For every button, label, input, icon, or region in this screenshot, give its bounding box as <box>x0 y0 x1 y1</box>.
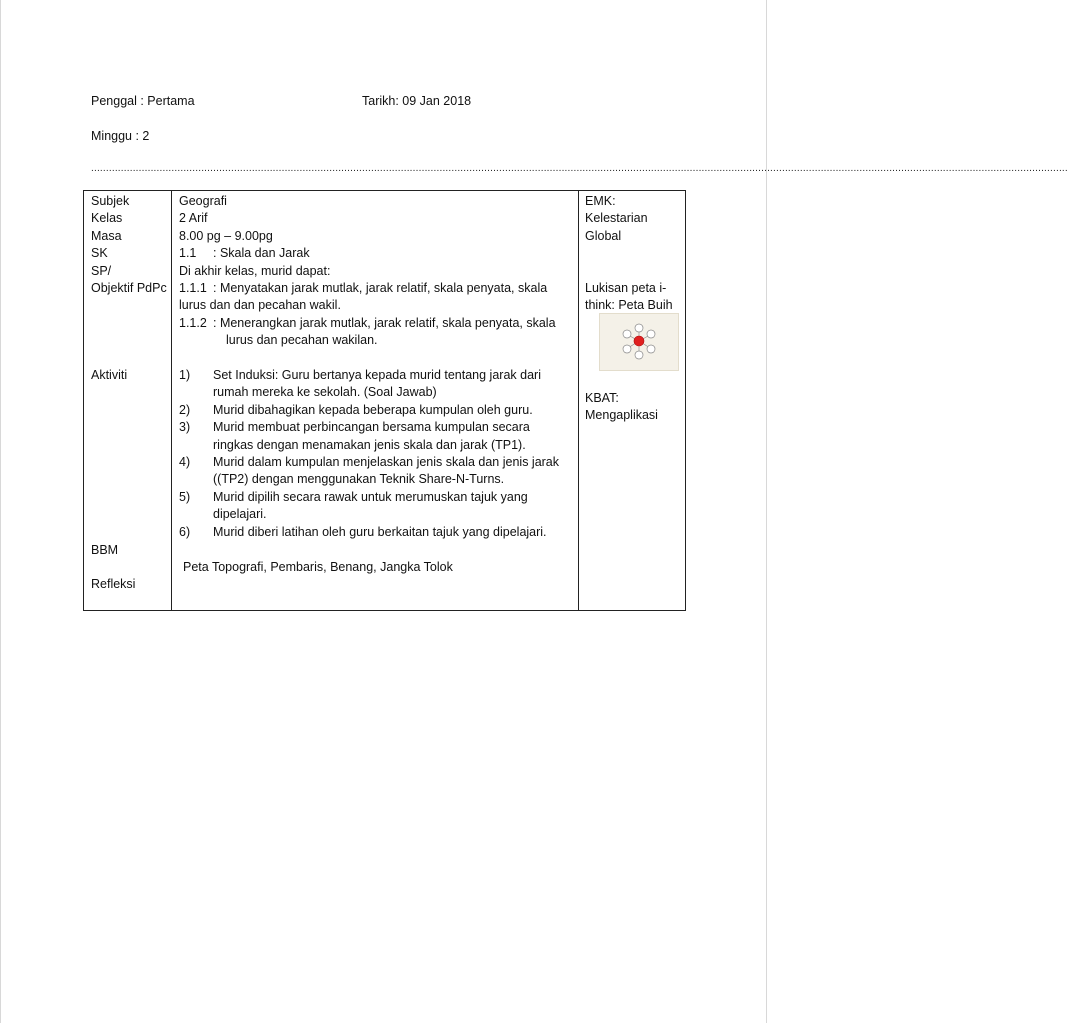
details-column <box>179 193 571 350</box>
label-objektif: Objektif PdPc <box>91 281 167 296</box>
activities-list <box>179 367 569 541</box>
penggal-label: Penggal : Pertama <box>91 94 195 108</box>
activity-item <box>179 367 569 402</box>
masa-value: 8.00 pg – 9.00pg <box>179 228 273 243</box>
activity-text: Murid dipilih secara rawak untuk merumuskan tajuk yang dipelajari. <box>213 489 528 522</box>
label-sp: SP/ <box>91 263 112 278</box>
emk-label: EMK: <box>585 194 616 208</box>
lukisan-line-2: think: Peta Buih <box>585 298 673 313</box>
subjek-value: Geografi <box>179 194 227 208</box>
sp-intro: Di akhir kelas, murid dapat: <box>179 263 331 278</box>
emk-value-line-1: Kelestarian <box>585 211 648 226</box>
activity-number: 5) <box>179 489 191 504</box>
label-masa: Masa <box>91 228 122 243</box>
objective-2-number: 1.1.2 <box>179 315 207 330</box>
activity-number: 1) <box>179 368 191 382</box>
lukisan-line-1: Lukisan peta i- <box>585 281 667 295</box>
label-sk: SK <box>91 246 108 261</box>
activity-item <box>179 419 569 454</box>
objective-1 <box>179 280 571 297</box>
emk-value-line-2: Global <box>585 228 622 243</box>
activity-item <box>179 524 569 541</box>
kbat-value: Mengaplikasi <box>585 408 658 423</box>
label-bbm: BBM <box>91 543 119 557</box>
activity-number: 3) <box>179 420 191 435</box>
bbm-value: Peta Topografi, Pembaris, Benang, Jangka Tolok <box>183 560 453 574</box>
activity-item <box>179 454 569 489</box>
activity-text: Murid dalam kumpulan menjelaskan jenis skala dan jenis jarak ((TP2) dengan menggunakan Teknik Share-N-Turns. <box>213 455 560 487</box>
activity-text: Murid membuat perbincangan bersama kumpulan secara ringkas dengan menamakan jenis skala dan jarak (TP1). <box>213 420 530 452</box>
sk-row <box>179 245 571 262</box>
label-refleksi: Refleksi <box>91 577 136 591</box>
label-kelas: Kelas <box>91 211 123 226</box>
kelas-value: 2 Arif <box>179 211 208 226</box>
minggu-label: Minggu : 2 <box>91 129 150 143</box>
column-divider-2 <box>578 191 579 610</box>
label-aktiviti: Aktiviti <box>91 368 128 382</box>
lesson-plan-table <box>83 190 686 611</box>
sk-text: : Skala dan Jarak <box>213 246 310 261</box>
labels-column <box>91 193 169 297</box>
activity-text: Murid diberi latihan oleh guru berkaitan tajuk yang dipelajari. <box>213 524 547 539</box>
objective-1-line-2: lurus dan dan pecahan wakil. <box>179 298 341 313</box>
bubble-map-image <box>599 313 679 371</box>
activity-number: 4) <box>179 455 191 470</box>
tarikh-label: Tarikh: 09 Jan 2018 <box>362 94 472 108</box>
activity-text: Set Induksi: Guru bertanya kepada murid tentang jarak dari rumah mereka ke sekolah. (Soal Jawab) <box>213 368 541 400</box>
activity-number: 2) <box>179 402 191 417</box>
lukisan-block <box>585 280 683 315</box>
bubble-map-icon <box>600 314 678 370</box>
objective-1-number: 1.1.1 <box>179 281 207 296</box>
activity-text: Murid dibahagikan kepada beberapa kumpulan oleh guru. <box>213 402 533 417</box>
kbat-label: KBAT: <box>585 391 619 405</box>
dotted-separator: ........................................................................................................................................................................................................................................................................................................................................ <box>91 163 1068 174</box>
activity-item <box>179 402 569 419</box>
sk-number: 1.1 <box>179 246 197 261</box>
objective-1-line-1: : Menyatakan jarak mutlak, jarak relatif, skala penyata, skala <box>213 281 548 296</box>
activity-item <box>179 489 569 524</box>
column-divider-1 <box>171 191 172 610</box>
activity-number: 6) <box>179 524 191 539</box>
emk-block <box>585 193 683 245</box>
objective-2-line-2: lurus dan pecahan wakilan. <box>226 333 378 348</box>
kbat-block <box>585 390 683 425</box>
objective-2 <box>179 315 571 332</box>
label-subjek: Subjek <box>91 194 130 208</box>
objective-2-line-1: : Menerangkan jarak mutlak, jarak relatif, skala penyata, skala <box>213 315 556 330</box>
